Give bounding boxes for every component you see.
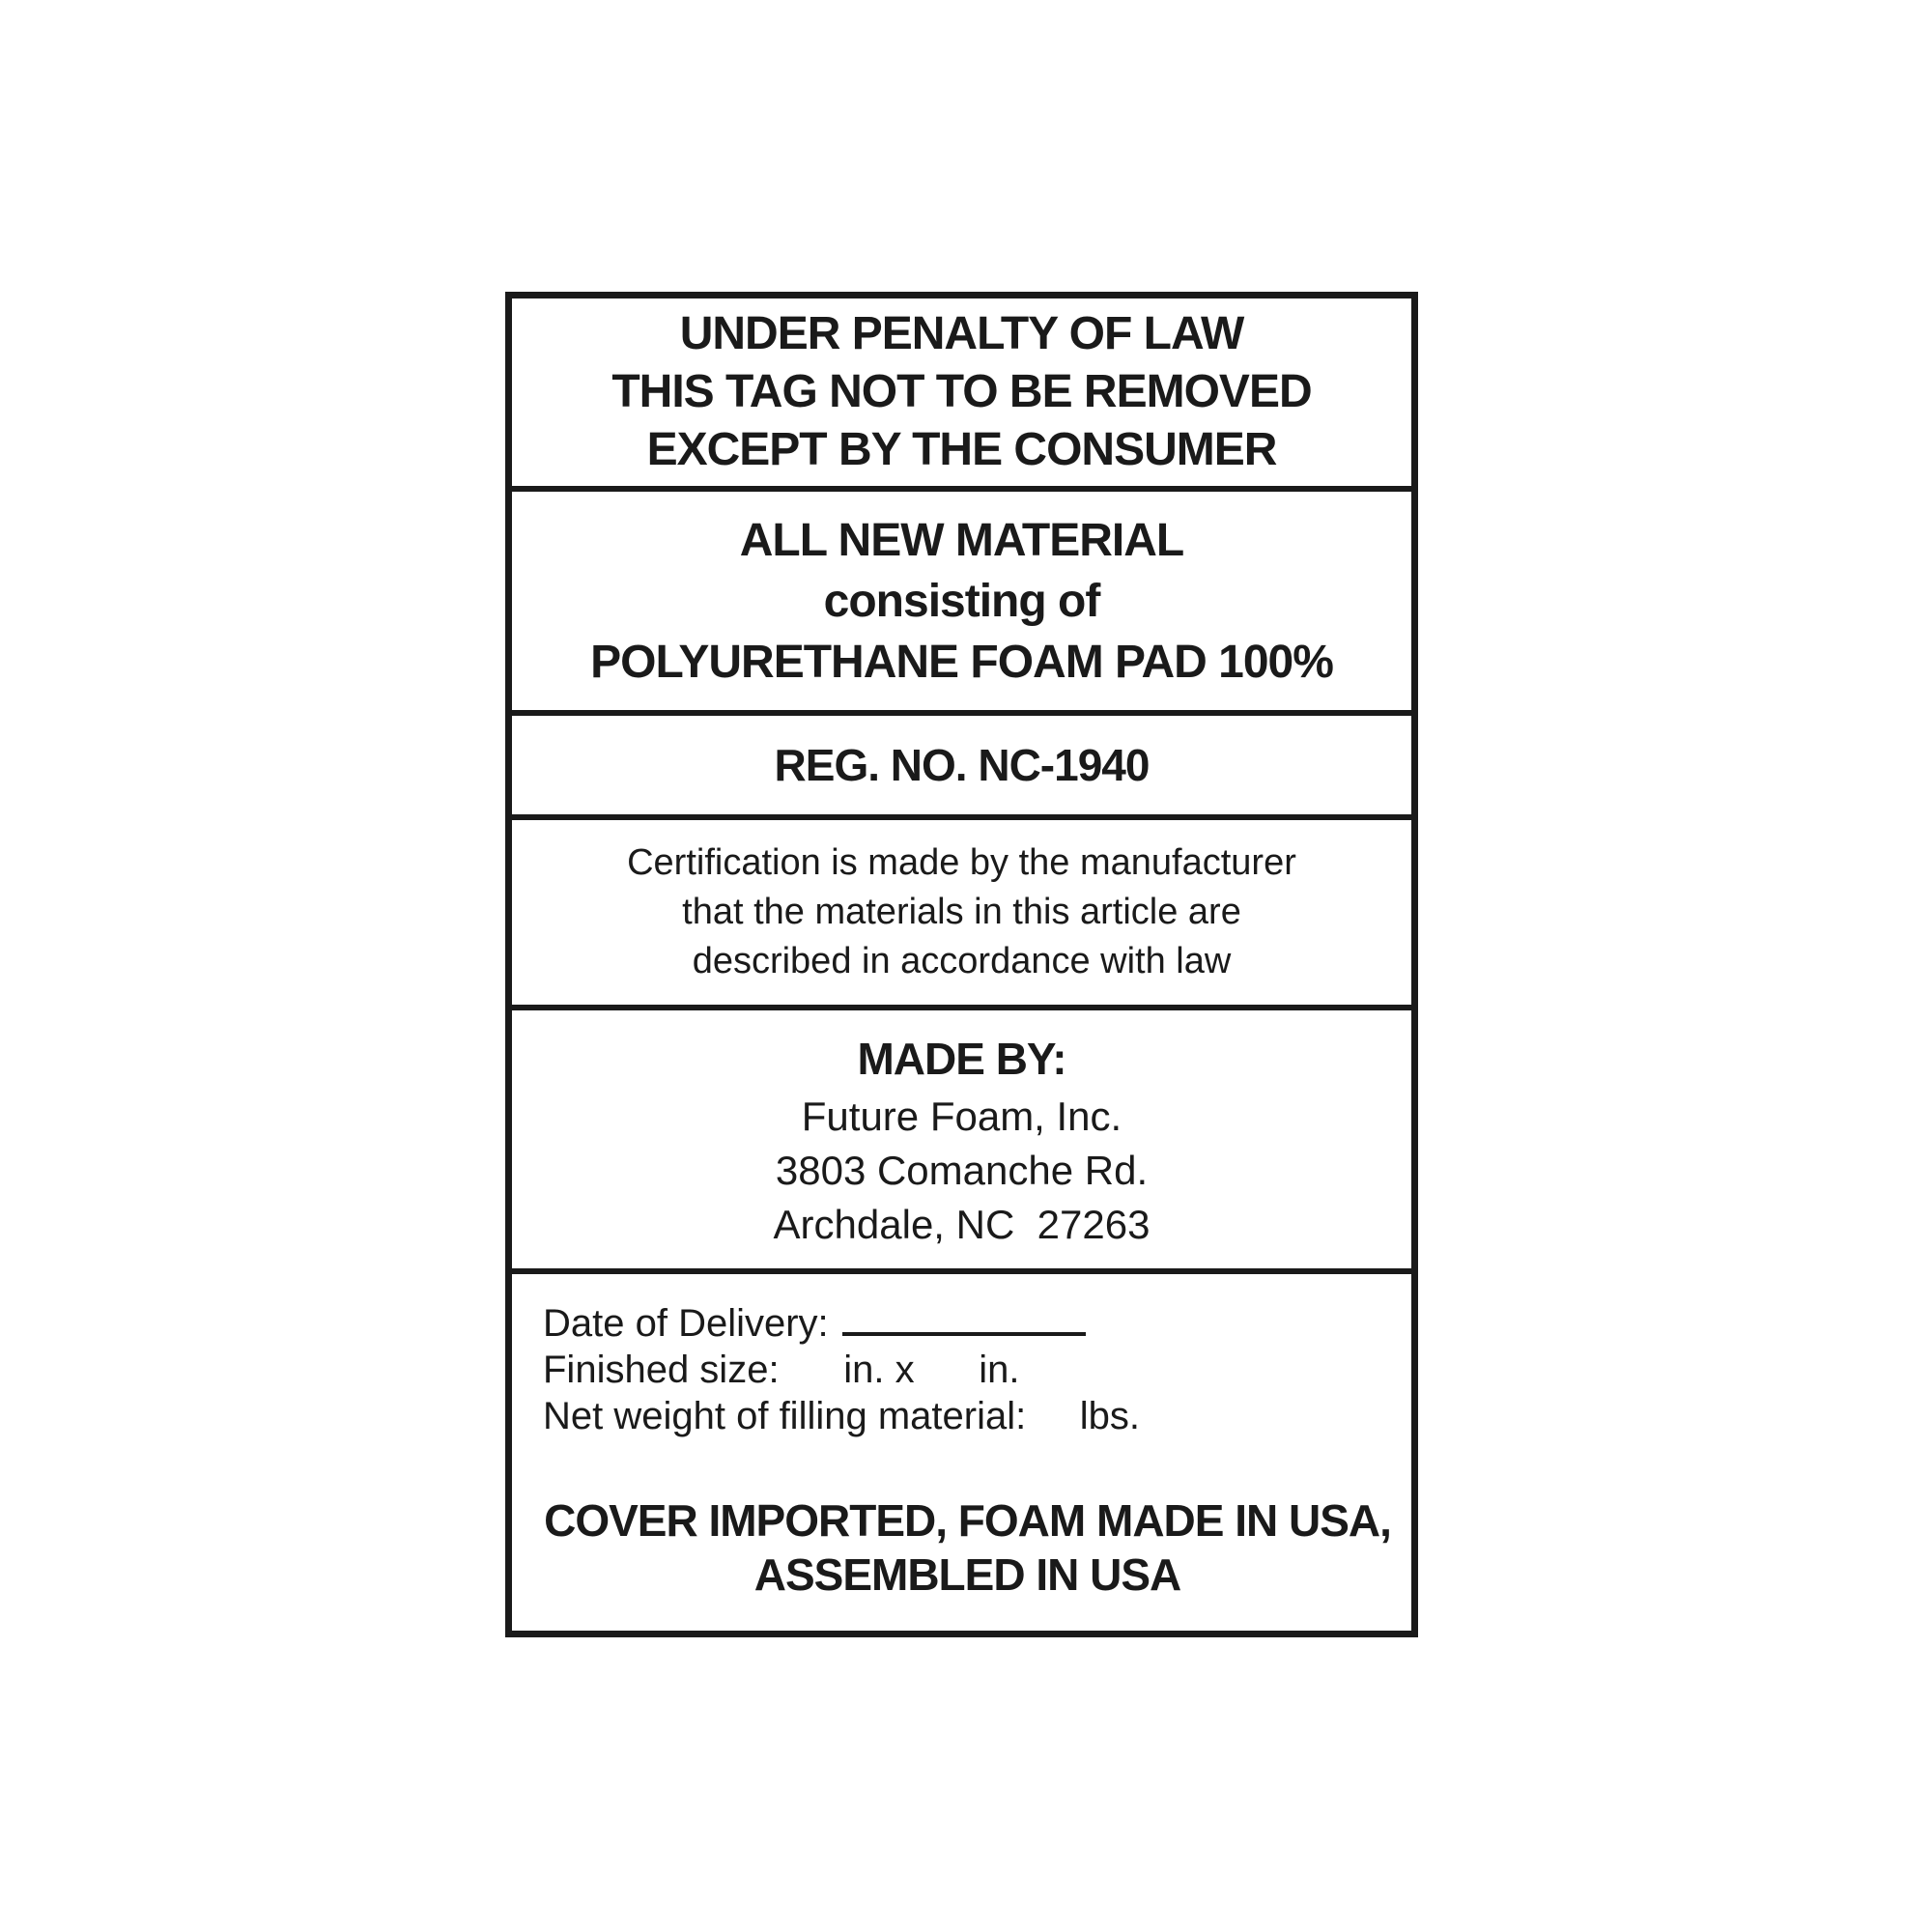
certification-line-1: Certification is made by the manufacturer xyxy=(627,842,1296,883)
certification-line-2: that the materials in this article are xyxy=(682,892,1241,932)
origin-line-1: COVER IMPORTED, FOAM MADE IN USA, xyxy=(544,1495,1391,1546)
net-weight-line: Net weight of filling material: lbs. xyxy=(543,1395,1141,1437)
penalty-line-1: UNDER PENALTY OF LAW xyxy=(679,308,1244,359)
law-tag-label xyxy=(505,292,1418,1637)
registration-number: REG. NO. NC-1940 xyxy=(774,740,1150,790)
manufacturer-city-state-zip: Archdale, NC 27263 xyxy=(773,1201,1151,1247)
delivery-details-section xyxy=(512,1274,1411,1631)
certification-section xyxy=(512,820,1411,1010)
material-contents-section xyxy=(512,492,1411,716)
date-of-delivery-blank xyxy=(842,1297,1086,1336)
date-of-delivery-line xyxy=(543,1297,1392,1347)
penalty-line-2: THIS TAG NOT TO BE REMOVED xyxy=(611,366,1312,417)
finished-size-line: Finished size: in. x in. xyxy=(543,1349,1020,1391)
penalty-line-3: EXCEPT BY THE CONSUMER xyxy=(646,424,1277,475)
penalty-warning-section xyxy=(512,298,1411,492)
manufacturer-street: 3803 Comanche Rd. xyxy=(775,1147,1149,1193)
origin-line-2: ASSEMBLED IN USA xyxy=(753,1549,1181,1600)
manufacturer-name: Future Foam, Inc. xyxy=(801,1093,1122,1139)
material-line-3: POLYURETHANE FOAM PAD 100% xyxy=(590,636,1333,688)
origin-statement xyxy=(543,1493,1392,1602)
material-line-2: consisting of xyxy=(823,575,1100,627)
date-of-delivery-label: Date of Delivery: xyxy=(543,1302,829,1345)
material-line-1: ALL NEW MATERIAL xyxy=(739,514,1184,566)
made-by-section xyxy=(512,1010,1411,1274)
certification-line-3: described in accordance with law xyxy=(692,941,1232,981)
made-by-heading: MADE BY: xyxy=(857,1033,1066,1084)
registration-number-section xyxy=(512,716,1411,820)
